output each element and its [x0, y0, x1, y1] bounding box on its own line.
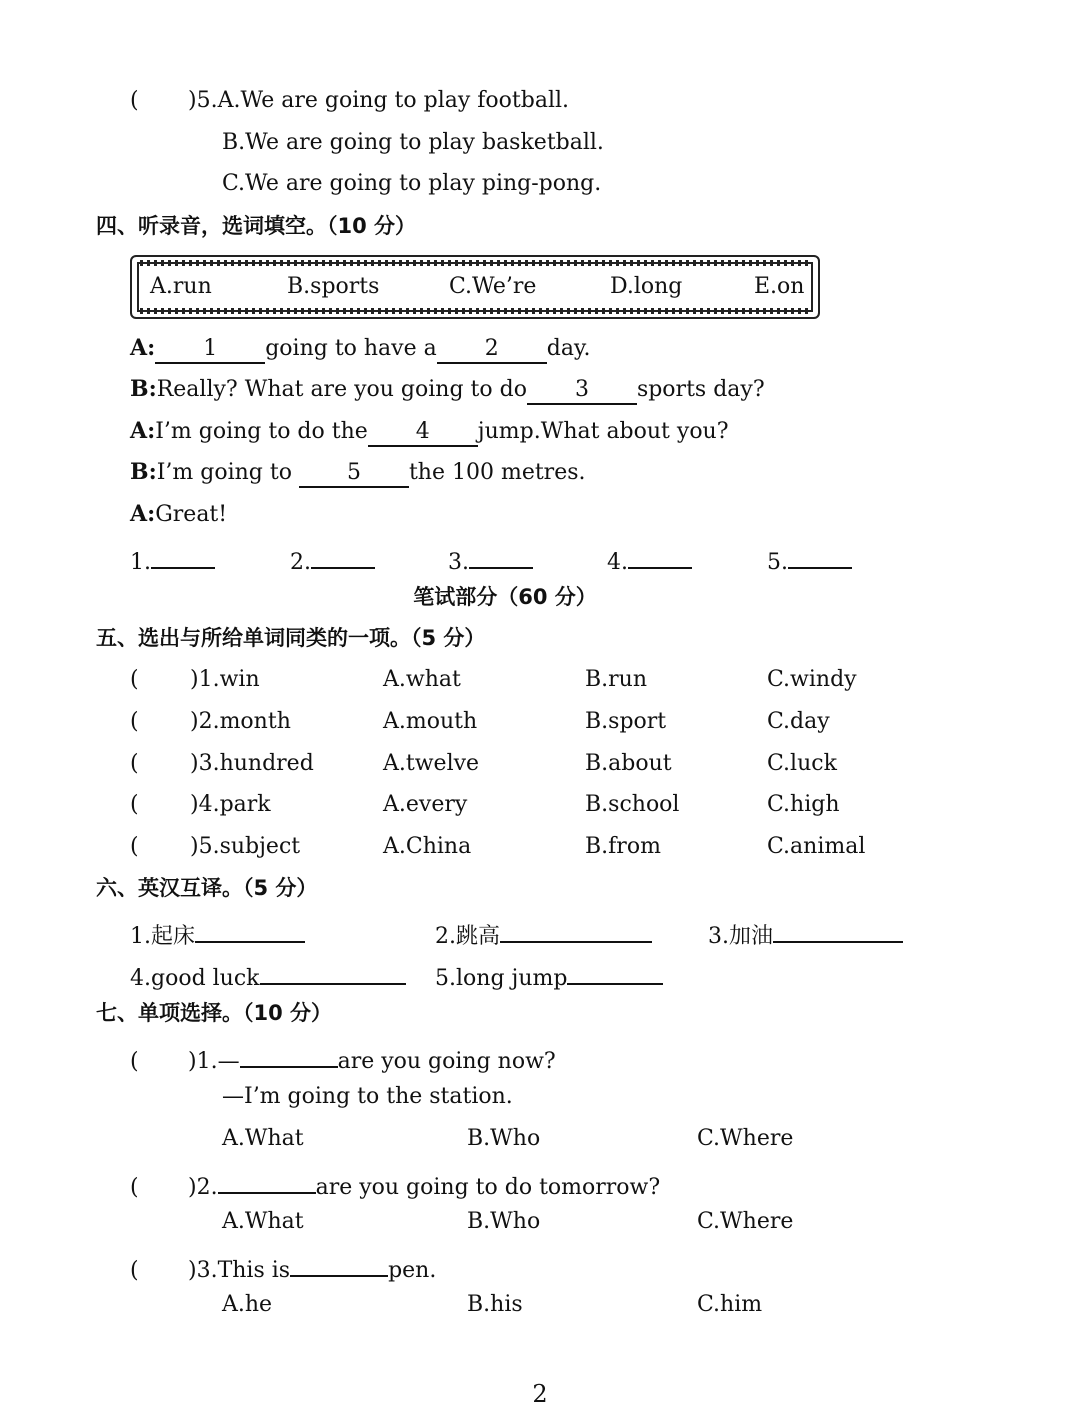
- s5-option-c: C.animal: [767, 834, 866, 859]
- word-bank-box: [130, 255, 820, 319]
- written-part-title: 笔试部分（60 分）: [413, 585, 597, 609]
- s7-q1-option-c: C.Where: [697, 1126, 794, 1151]
- s5-option-a: A.mouth: [383, 709, 478, 734]
- s7-q1-blank[interactable]: [240, 1040, 338, 1068]
- translate-item-1[interactable]: 1.起床: [130, 915, 305, 952]
- s5-option-c: C.windy: [767, 667, 857, 692]
- s5-question: )3.hundred: [190, 751, 314, 776]
- q3-item5-option-c: C.We are going to play ping-pong.: [222, 171, 602, 196]
- blank-1[interactable]: 1: [155, 336, 265, 364]
- translate-item-5[interactable]: 5.long jump: [435, 957, 663, 994]
- s7-q3-option-a: A.he: [222, 1292, 273, 1317]
- word-bank-item: D.long: [610, 274, 683, 299]
- s5-option-c: C.luck: [767, 751, 837, 776]
- s5-option-b: B.run: [585, 667, 648, 692]
- s7-q1-reply: —I’m going to the station.: [222, 1084, 513, 1109]
- s5-option-a: A.twelve: [383, 751, 480, 776]
- word-bank-item: B.sports: [287, 274, 380, 299]
- dialogue-line-1: A: 1 going to have a 2 day.: [130, 333, 590, 364]
- s5-option-c: C.high: [767, 792, 840, 817]
- q3-item5-question: ( )5.A.We are going to play football.: [130, 88, 570, 113]
- s5-question: )5.subject: [190, 834, 301, 859]
- word-bank-item: C.We’re: [449, 274, 537, 299]
- s7-q3-option-b: B.his: [467, 1292, 523, 1317]
- blank-2[interactable]: 2: [437, 336, 547, 364]
- answer-slot-2[interactable]: 2.: [290, 541, 375, 578]
- s5-option-b: B.from: [585, 834, 661, 859]
- word-bank-item: A.run: [150, 274, 212, 299]
- translate-item-2[interactable]: 2.跳高: [435, 915, 652, 952]
- translate-item-3[interactable]: 3.加油: [708, 915, 903, 952]
- s5-option-b: B.about: [585, 751, 672, 776]
- answer-slot-3[interactable]: 3.: [448, 541, 533, 578]
- dialogue-line-3: A:I’m going to do the 4 jump.What about you?: [130, 416, 729, 447]
- answer-slot-5[interactable]: 5.: [767, 541, 852, 578]
- section6-title: 六、英汉互译。（5 分）: [96, 876, 318, 900]
- ornament-border-top: [140, 260, 810, 266]
- dialogue-line-5: A:Great!: [130, 501, 228, 527]
- answer-slot-4[interactable]: 4.: [607, 541, 692, 578]
- s5-option-b: B.school: [585, 792, 680, 817]
- s5-option-a: A.China: [383, 834, 472, 859]
- s5-question: )1.win: [190, 667, 260, 692]
- s7-q3-option-c: C.him: [697, 1292, 763, 1317]
- dialogue-line-2: B:Really? What are you going to do 3 sports day?: [130, 374, 765, 405]
- blank-4[interactable]: 4: [368, 419, 478, 447]
- s7-q3: ( )3.This is pen.: [130, 1249, 436, 1286]
- translate-item-4[interactable]: 4.good luck: [130, 957, 406, 994]
- q3-item5-option-b: B.We are going to play basketball.: [222, 130, 604, 155]
- s7-q1: ( )1.— are you going now?: [130, 1040, 556, 1077]
- s7-q2-option-c: C.Where: [697, 1209, 794, 1234]
- blank-3[interactable]: 3: [527, 377, 637, 405]
- s5-option-a: A.what: [383, 667, 461, 692]
- blank-5[interactable]: 5: [299, 460, 409, 488]
- s7-q2-option-a: A.What: [222, 1209, 304, 1234]
- ornament-border-bottom: [140, 308, 810, 314]
- s7-q2-option-b: B.Who: [467, 1209, 541, 1234]
- s7-q2-blank[interactable]: [218, 1166, 316, 1194]
- s5-question: )2.month: [190, 709, 291, 734]
- s5-question: )4.park: [190, 792, 271, 817]
- dialogue-line-4: B:I’m going to 5 the 100 metres.: [130, 457, 586, 488]
- section5-title: 五、选出与所给单词同类的一项。（5 分）: [96, 626, 486, 650]
- s5-option-a: A.every: [383, 792, 468, 817]
- page-number: 2: [532, 1380, 548, 1408]
- answer-slot-1[interactable]: 1.: [130, 541, 215, 578]
- s5-option-c: C.day: [767, 709, 830, 734]
- s7-q1-option-a: A.What: [222, 1126, 304, 1151]
- s5-option-b: B.sport: [585, 709, 667, 734]
- s7-q1-option-b: B.Who: [467, 1126, 541, 1151]
- word-bank-item: E.on: [754, 274, 805, 299]
- section4-title: 四、听录音，选词填空。（10 分）: [96, 214, 417, 238]
- s7-q2: ( )2. are you going to do tomorrow?: [130, 1166, 660, 1203]
- s7-q3-blank[interactable]: [290, 1249, 388, 1277]
- section7-title: 七、单项选择。（10 分）: [96, 1001, 333, 1025]
